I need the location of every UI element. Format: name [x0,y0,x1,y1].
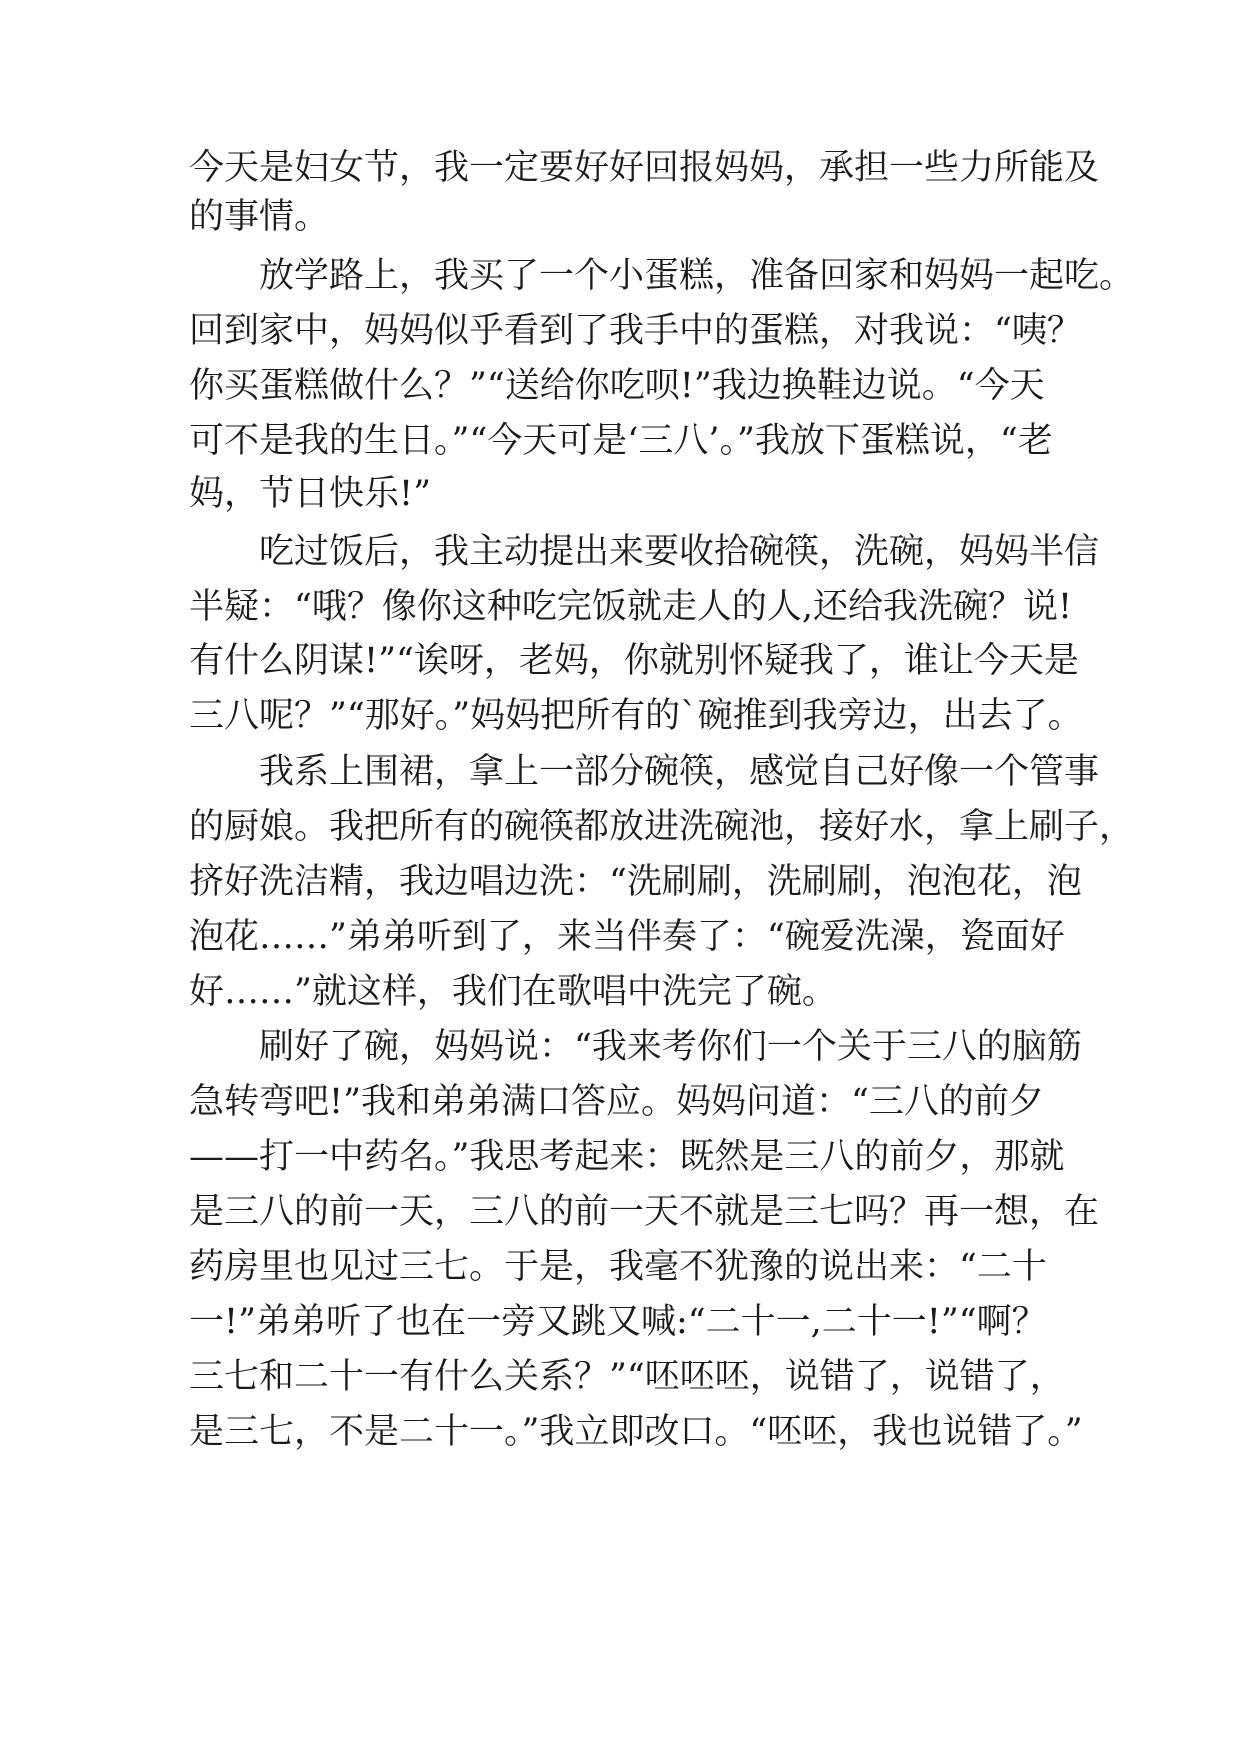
text-line: 是三七，不是二十一。”我立即改口。“呸呸，我也说错了。” [189,1412,1083,1452]
text-line: 三七和二十一有什么关系？”“呸呸呸，说错了，说错了， [189,1357,1065,1397]
text-line: 三八呢？”“那好。”妈妈把所有的`碗推到我旁边，出去了。 [189,696,1083,736]
text-line: 半疑：“哦？像你这种吃完饭就走人的人,还给我洗碗？说! [189,587,1073,627]
text-line: 急转弯吧!”我和弟弟满口答应。妈妈问道：“三八的前夕 [189,1082,1044,1122]
text-line: 泡花……”弟弟听到了，来当伴奏了：“碗爱洗澡，瓷面好 [189,917,1065,957]
text-line: 挤好洗洁精，我边唱边洗：“洗刷刷，洗刷刷，泡泡花，泡 [189,862,1082,902]
text-line: 一!”弟弟听了也在一旁又跳又喊:“二十一,二十一!”“啊？ [189,1302,1047,1342]
text-line: 今天是妇女节，我一定要好好回报妈妈，承担一些力所能及 [189,148,1100,188]
text-line: ——打一中药名。”我思考起来：既然是三八的前夕，那就 [189,1137,1065,1177]
text-line: 可不是我的生日。”“今天可是‘三八’。”我放下蛋糕说，“老 [189,421,1053,461]
text-line: 有什么阴谋!”“诶呀，老妈，你就别怀疑我了，谁让今天是 [189,641,1079,681]
text-line: 妈，节日快乐!” [189,474,431,514]
text-line: 的厨娘。我把所有的碗筷都放进洗碗池，接好水，拿上刷子， [189,807,1135,847]
text-line: 的事情。 [189,197,330,237]
text-line: 是三八的前一天，三八的前一天不就是三七吗？再一想，在 [189,1192,1100,1232]
text-line: 好……”就这样，我们在歌唱中洗完了碗。 [189,972,837,1012]
text-line: 吃过饭后，我主动提出来要收拾碗筷，洗碗，妈妈半信 [189,532,1100,572]
text-line: 药房里也见过三七。于是，我毫不犹豫的说出来：“二十 [189,1247,1047,1287]
text-line: 回到家中，妈妈似乎看到了我手中的蛋糕，对我说：“咦？ [189,311,1082,351]
text-line: 我系上围裙，拿上一部分碗筷，感觉自己好像一个管事 [189,752,1100,792]
text-line: 刷好了碗，妈妈说：“我来考你们一个关于三八的脑筋 [189,1027,1082,1067]
text-line: 放学路上，我买了一个小蛋糕，准备回家和妈妈一起吃。 [189,256,1135,296]
text-line: 你买蛋糕做什么？”“送给你吃呗!”我边换鞋边说。“今天 [189,366,1045,406]
